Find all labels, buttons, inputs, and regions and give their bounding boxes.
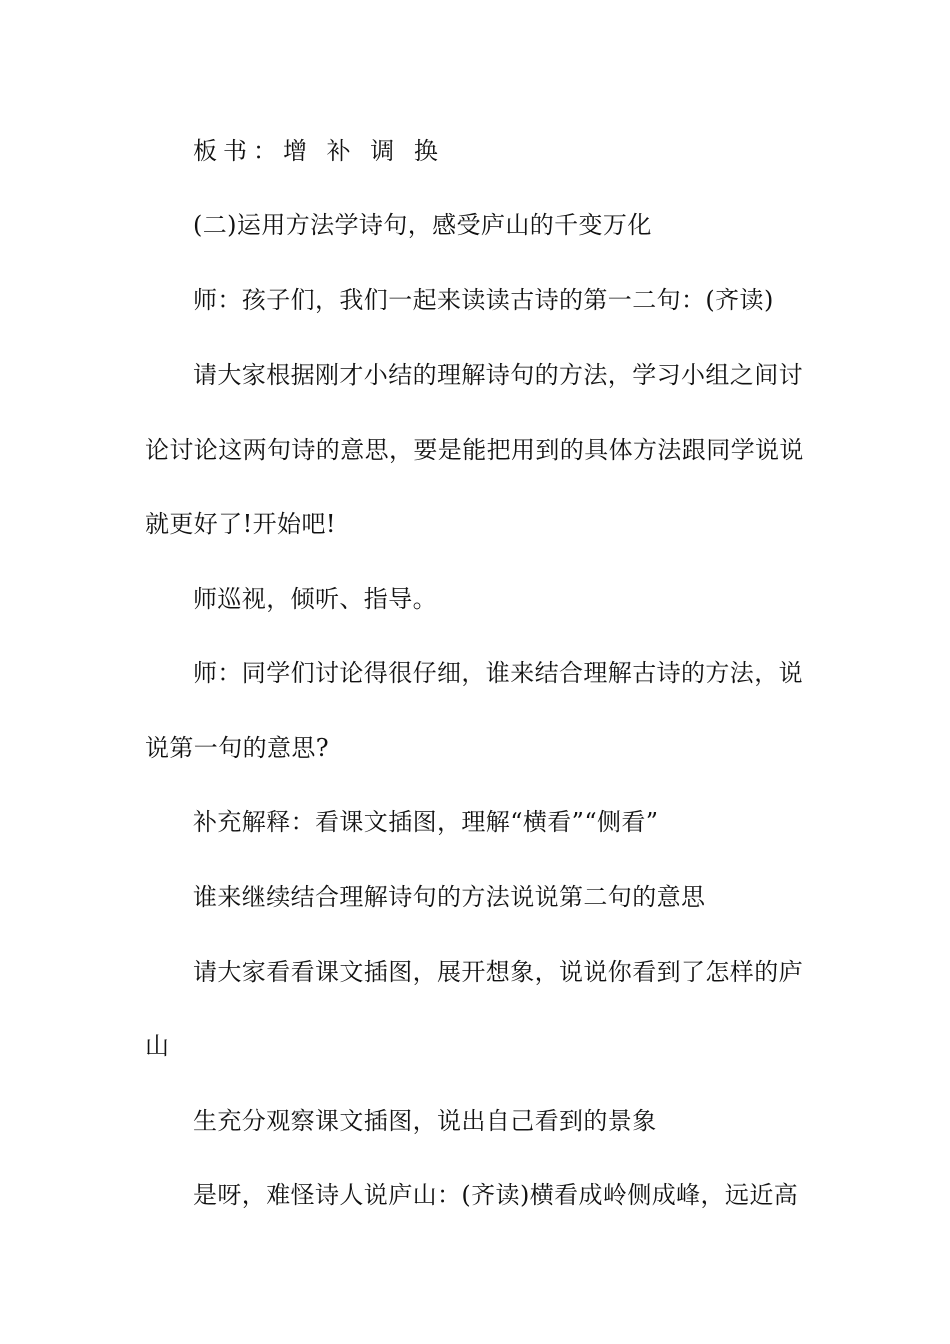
paragraph-line: 请大家看看课文插图，展开想象，说说你看到了怎样的庐 bbox=[193, 958, 803, 986]
paragraph-line: 师：同学们讨论得很仔细，谁来结合理解古诗的方法，说 bbox=[193, 659, 803, 687]
paragraph-line: 师巡视，倾听、指导。 bbox=[193, 585, 437, 613]
paragraph-line: 说第一句的意思? bbox=[145, 734, 330, 762]
blackboard-note: 板书：增 补 调 换 bbox=[193, 137, 444, 165]
paragraph-line: 师：孩子们，我们一起来读读古诗的第一二句：(齐读) bbox=[193, 286, 774, 314]
section-heading: (二)运用方法学诗句，感受庐山的千变万化 bbox=[193, 211, 652, 239]
paragraph-line: 山 bbox=[145, 1032, 170, 1060]
paragraph-line: 论讨论这两句诗的意思，要是能把用到的具体方法跟同学说说 bbox=[145, 436, 804, 464]
paragraph-line: 生充分观察课文插图，说出自己看到的景象 bbox=[193, 1107, 657, 1135]
paragraph-line: 是呀，难怪诗人说庐山：(齐读)横看成岭侧成峰，远近高 bbox=[193, 1181, 799, 1209]
paragraph-line: 补充解释：看课文插图，理解“横看”“侧看” bbox=[193, 808, 659, 836]
paragraph-line: 请大家根据刚才小结的理解诗句的方法，学习小组之间讨 bbox=[193, 361, 803, 389]
paragraph-line: 谁来继续结合理解诗句的方法说说第二句的意思 bbox=[193, 883, 706, 911]
paragraph-line: 就更好了!开始吧! bbox=[145, 510, 336, 538]
